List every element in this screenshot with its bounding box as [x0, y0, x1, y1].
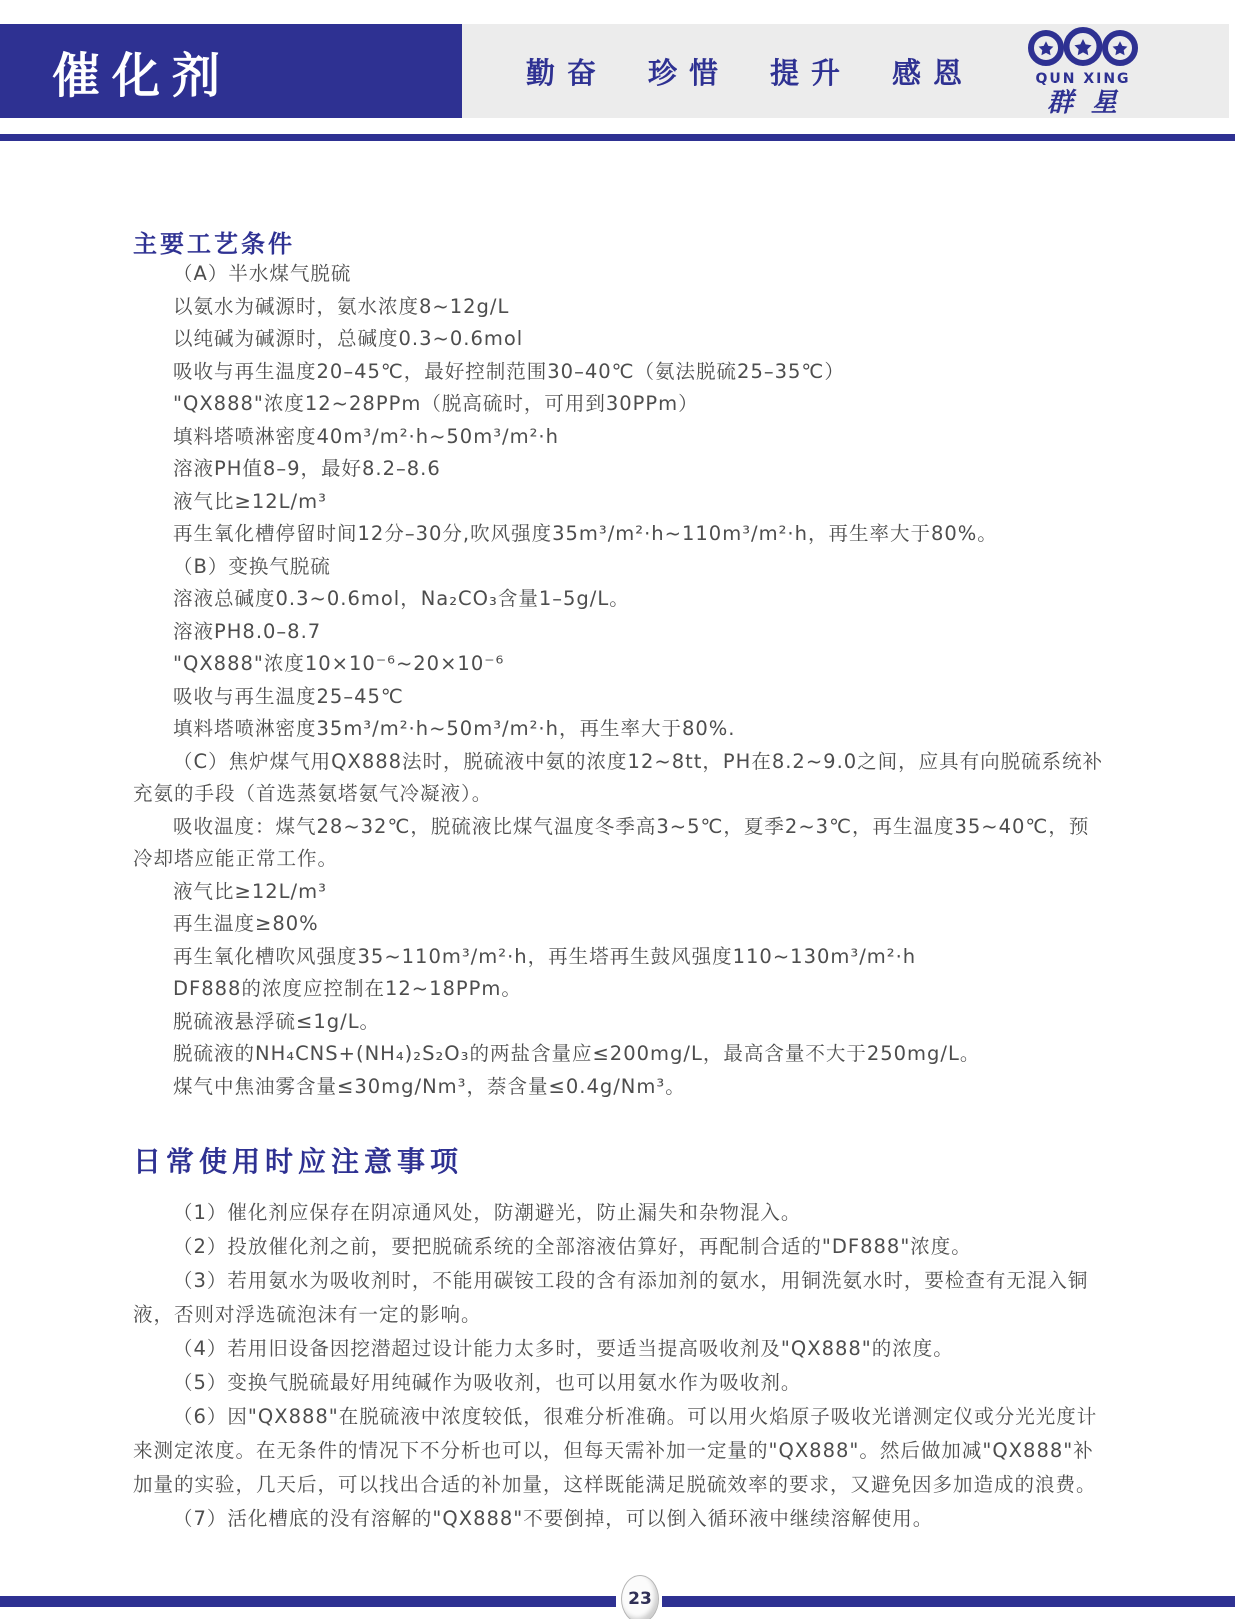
paragraph: （6）因"QX888"在脱硫液中浓度较低，很难分析准确。可以用火焰原子吸收光谱测定仪或分光光度计来测定浓度。在无条件的情况下不分析也可以，但每天需补加一定量的"QX888"。然后做加减"QX888"补加量的实验，几天后，可以找出合适的补加量，这样既能满足脱硫效率的要求，又避免因多加造成的浪费。 [133, 1405, 1098, 1496]
logo-chinese-name: 群星 [1046, 88, 1135, 118]
paragraph: 以氨水为碱源时，氨水浓度8~12g/L [173, 294, 510, 318]
footer-rule-right [662, 1596, 1235, 1607]
paragraph: 再生氧化槽吹风强度35~110m³/m²·h，再生塔再生鼓风强度110~130m³/m²·h [173, 944, 917, 968]
paragraph: 以纯碱为碱源时，总碱度0.3~0.6mol [173, 327, 524, 350]
page-title: 催化剂 [52, 47, 233, 104]
paragraph: （3）若用氨水为吸收剂时，不能用碳铵工段的含有添加剂的氨水，用铜洗氨水时，要检查有无混入铜液，否则对浮选硫泡沫有一定的影响。 [133, 1269, 1089, 1326]
slogan-word: 感恩 [892, 55, 975, 90]
section-body-process-conditions [133, 258, 1108, 1103]
slogan-word: 勤奋 [526, 55, 609, 90]
paragraph: 填料塔喷淋密度35m³/m²·h~50m³/m²·h，再生率大于80%. [173, 717, 736, 740]
paragraph: DF888的浓度应控制在12~18PPm。 [173, 977, 522, 1000]
slogan-word: 珍惜 [648, 55, 731, 90]
company-logo [1025, 27, 1141, 116]
paragraph: （5）变换气脱硫最好用纯碱作为吸收剂，也可以用氨水作为吸收剂。 [173, 1371, 802, 1394]
page-number-badge [621, 1575, 659, 1619]
slogan-word: 提升 [770, 55, 853, 90]
paragraph: （C）焦炉煤气用QX888法时，脱硫液中氨的浓度12~8tt，PH在8.2~9.0之间，应具有向脱硫系统补充氨的手段（首选蒸氨塔氨气冷凝液）。 [133, 749, 1104, 805]
header-gray-band [462, 24, 1229, 118]
page-number: 23 [628, 1589, 652, 1609]
paragraph: 液气比≥12L/m³ [173, 489, 327, 513]
logo-latin-name: QUN XING [1035, 71, 1131, 87]
footer-rule-left [0, 1596, 616, 1607]
paragraph: 填料塔喷淋密度40m³/m²·h~50m³/m²·h [173, 424, 559, 448]
paragraph: 吸收温度：煤气28~32℃，脱硫液比煤气温度冬季高3~5℃，夏季2~3℃，再生温度35~40℃，预冷却塔应能正常工作。 [133, 814, 1090, 870]
paragraph: （4）若用旧设备因挖潜超过设计能力太多时，要适当提高吸收剂及"QX888"的浓度。 [173, 1337, 954, 1360]
paragraph: 煤气中焦油雾含量≤30mg/Nm³，萘含量≤0.4g/Nm³。 [173, 1074, 686, 1098]
paragraph: （B）变换气脱硫 [173, 554, 331, 578]
paragraph: （1）催化剂应保存在阴凉通风处，防潮避光，防止漏失和杂物混入。 [173, 1201, 802, 1224]
paragraph: 溶液PH8.0–8.7 [173, 619, 322, 643]
paragraph: "QX888"浓度12~28PPm（脱高硫时，可用到30PPm） [173, 392, 699, 415]
header-rule [0, 134, 1235, 141]
paragraph: 再生温度≥80% [173, 912, 319, 935]
section-heading-process-conditions: 主要工艺条件 [133, 230, 295, 258]
paragraph: 再生氧化槽停留时间12分–30分,吹风强度35m³/m²·h~110m³/m²·h，再生率大于80%。 [173, 522, 998, 545]
paragraph: （7）活化槽底的没有溶解的"QX888"不要倒掉，可以倒入循环液中继续溶解使用。 [173, 1507, 934, 1530]
paragraph: 吸收与再生温度20–45℃，最好控制范围30–40℃（氨法脱硫25–35℃） [173, 359, 845, 383]
paragraph: 吸收与再生温度25–45℃ [173, 684, 404, 708]
paragraph: 液气比≥12L/m³ [173, 879, 327, 903]
paragraph: 溶液PH值8–9，最好8.2–8.6 [173, 457, 441, 480]
section-heading-daily-use-notes: 日常使用时应注意事项 [133, 1145, 464, 1178]
paragraph: 脱硫液的NH₄CNS+(NH₄)₂S₂O₃的两盐含量应≤200mg/L，最高含量不大于250mg/L。 [173, 1042, 981, 1065]
paragraph: （A）半水煤气脱硫 [173, 262, 352, 285]
paragraph: "QX888"浓度10×10⁻⁶~20×10⁻⁶ [173, 652, 505, 675]
three-rings-stars-icon [1025, 27, 1141, 69]
paragraph: 脱硫液悬浮硫≤1g/L。 [173, 1009, 381, 1033]
header-bar [0, 24, 1235, 118]
section-body-daily-use-notes [133, 1196, 1108, 1536]
paragraph: 溶液总碱度0.3~0.6mol，Na₂CO₃含量1–5g/L。 [173, 587, 630, 610]
paragraph: （2）投放催化剂之前，要把脱硫系统的全部溶液估算好，再配制合适的"DF888"浓度。 [173, 1235, 972, 1258]
page-title-box [0, 24, 462, 118]
slogan [526, 51, 974, 92]
